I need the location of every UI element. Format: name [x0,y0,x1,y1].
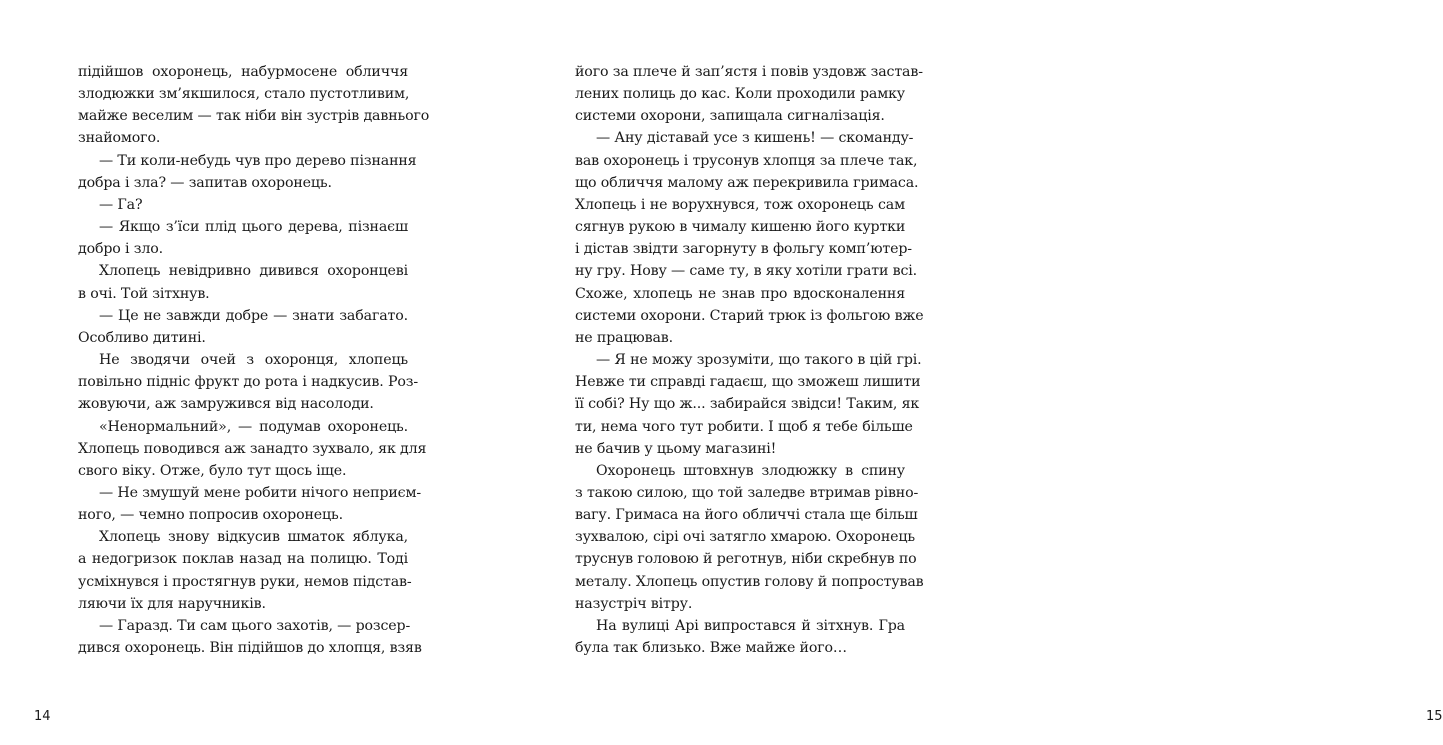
text-line: Хлопець невідривно дивився охоронцеві [99,263,408,280]
right-page-number: 15 [1426,709,1443,724]
text-line: ну гру. Нову — саме ту, в яку хотіли грати всі. [575,263,918,280]
text-line: — Ти коли-небудь чув про дерево пізнання [99,152,417,169]
text-line: — Ану діставай усе з кишень! — скоманду- [596,130,914,147]
text-line: майже веселим — так ніби він зустрів давнього [78,108,430,125]
text-line: «Ненормальний», — подумав охоронець. [99,418,408,435]
text-line: — Якщо з’їси плід цього дерева, пізнаєш [99,219,408,236]
text-line: — Га? [99,196,143,213]
text-line: її собі? Ну що ж... забирайся звідси! Таким, як [575,396,920,413]
text-line: ляючи їх для наручників. [78,595,266,612]
text-line: що обличчя малому аж перекривила гримаса. [575,174,919,191]
text-line: системи охорони. Старий трюк із фольгою вже [575,307,924,324]
text-line: Схоже, хлопець не знав про вдосконалення [575,285,905,302]
text-line: в очі. Той зітхнув. [78,285,210,302]
text-line: Хлопець поводився аж занадто зухвало, як для [78,440,427,457]
text-line: — Це не завжди добре — знати забагато. [99,307,408,324]
text-line: повільно підніс фрукт до рота і надкусив. Роз- [78,374,418,391]
text-line: жовуючи, аж замружився від насолоди. [78,396,374,413]
text-line: не бачив у цьому магазині! [575,440,777,457]
text-line: ного, — чемно попросив охоронець. [78,507,343,524]
text-line: і дістав звідти загорнуту в фольгу комп’ютер- [575,241,912,258]
text-line: Невже ти справді гадаєш, що зможеш лишити [575,374,921,391]
text-line: а недогризок поклав назад на полицю. Тоді [78,551,408,568]
text-line: була так близько. Вже майже його… [575,640,847,657]
text-line: ти, нема чого тут робити. І щоб я тебе більше [575,418,913,435]
text-line: Особливо дитині. [78,329,206,346]
text-line: лених полиць до кас. Коли проходили рамку [575,86,905,103]
text-line: підійшов охоронець, набурмосене обличчя [78,64,408,80]
right-page-text [575,61,924,659]
text-line: Не зводячи очей з охоронця, хлопець [99,352,408,369]
text-line: — Я не можу зрозуміти, що такого в цій грі. [596,352,922,369]
text-line: — Гаразд. Ти сам цього захотів, — розсер- [99,617,411,634]
text-line: металу. Хлопець опустив голову й попростував [575,573,924,590]
text-line: Хлопець і не ворухнувся, тож охоронець сам [575,196,905,213]
text-line: знайомого. [78,130,161,147]
text-line: злодюжки зм’якшилося, стало пустотливим, [78,86,410,103]
text-line: свого віку. Отже, було тут щось іще. [78,462,347,479]
text-line: не працював. [575,329,673,346]
text-line: усміхнувся і простягнув руки, немов підстав- [78,573,412,590]
text-line: добра і зла? — запитав охоронець. [78,174,332,191]
text-line: — Не змушуй мене робити нічого неприєм- [99,484,422,501]
text-line: Охоронець штовхнув злодюжку в спину [596,462,905,479]
text-line: На вулиці Арі випростався й зітхнув. Гра [596,617,905,634]
text-line: труснув головою й реготнув, ніби скребнув по [575,551,917,568]
text-line: назустріч вітру. [575,595,693,612]
left-page-text [78,61,430,659]
text-line: сягнув рукою в чималу кишеню його куртки [575,219,906,236]
text-line: системи охорони, запищала сигналізація. [575,108,885,125]
right-page [492,0,1443,745]
text-line: Хлопець знову відкусив шматок яблука, [99,529,408,546]
text-line: зухвалою, сірі очі затягло хмарою. Охоронець [575,529,915,546]
left-page [0,0,491,745]
text-line: добро і зло. [78,241,164,258]
text-line: вагу. Гримаса на його обличчі стала ще більш [575,507,918,524]
text-line: вав охоронець і трусонув хлопця за плече так, [575,152,918,169]
text-line: дився охоронець. Він підійшов до хлопця, взяв [78,640,422,657]
left-page-number: 14 [34,709,51,724]
text-line: з такою силою, що той заледве втримав рівно- [575,484,919,501]
text-line: його за плече й зап’ястя і повів уздовж застав- [575,64,923,80]
